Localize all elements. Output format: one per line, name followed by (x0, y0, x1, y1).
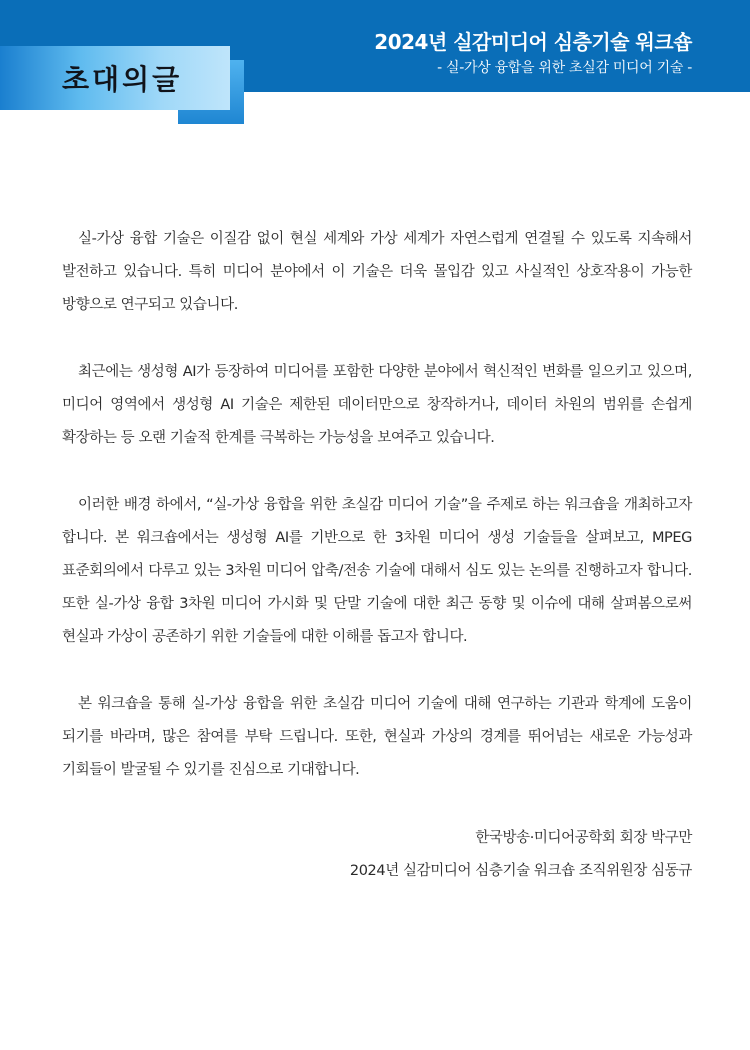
paragraph-2: 최근에는 생성형 AI가 등장하여 미디어를 포함한 다양한 분야에서 혁신적인 변화를 일으키고 있으며, 미디어 영역에서 생성형 AI 기술은 제한된 데이터만으로 창작하거나, 데이터 차원의 범위를 손쉽게 확장하는 등 오랜 기술적 한계를 극복하는 가능성을 보여주고 있습니다. (62, 364, 692, 446)
event-subtitle: - 실-가상 융합을 위한 초실감 미디어 기술 - (437, 60, 692, 76)
section-title: 초대의글 (62, 63, 183, 96)
event-title: 2024년 실감미디어 심층기술 워크숍 (374, 30, 692, 54)
paragraph-4: 본 워크숍을 통해 실-가상 융합을 위한 초실감 미디어 기술에 대해 연구하는 기관과 학계에 도움이 되기를 바라며, 많은 참여를 부탁 드립니다. 또한, 현실과 가상의 경계를 뛰어넘는 새로운 가능성과 기회들이 발굴될 수 있기를 진심으로 기대합니다. (62, 696, 692, 778)
signature-block (350, 822, 692, 888)
signature-president: 한국방송·미디어공학회 회장 박구만 (475, 830, 692, 846)
paragraph-1: 실-가상 융합 기술은 이질감 없이 현실 세계와 가상 세계가 자연스럽게 연결될 수 있도록 지속해서 발전하고 있습니다. 특히 미디어 분야에서 이 기술은 더욱 몰입감 있고 사실적인 상호작용이 가능한 방향으로 연구되고 있습니다. (62, 231, 692, 313)
signature-chair: 2024년 실감미디어 심층기술 워크숍 조직위원장 심동규 (349, 863, 692, 879)
letter-body (62, 223, 692, 821)
paragraph-3: 이러한 배경 하에서, “실-가상 융합을 위한 초실감 미디어 기술”을 주제로 하는 워크숍을 개최하고자 합니다. 본 워크숍에서는 생성형 AI를 기반으로 한 3차원 미디어 생성 기술들을 살펴보고, MPEG 표준회의에서 다루고 있는 3차원 미디어 압축/전송 기술에 대해서 심도 있는 논의를 진행하고자 합니다. 또한 실-가상 융합 3차원 미디어 가시화 및 단말 기술에 대한 최근 동향 및 이슈에 대해 살펴봄으로써 현실과 가상이 공존하기 위한 기술들에 대한 이해를 돕고자 합니다. (62, 497, 692, 645)
